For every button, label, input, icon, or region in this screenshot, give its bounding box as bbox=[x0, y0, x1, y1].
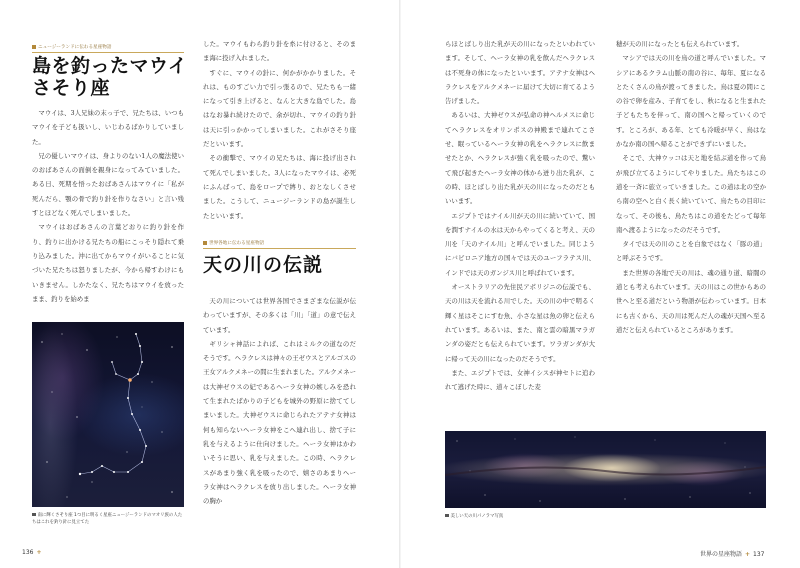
left-column-1 bbox=[32, 106, 184, 306]
paragraph: 兄の優しいマウイは、身よりのない1人の魔法使いのおばあさんの面倒を親身になってみていました。ある日、死期を悟ったおばあさんはマウイに「私が死んだら、顎の骨で釣り針を作りなさい」と言い残すとほどなく死んでしまいました。 bbox=[32, 151, 184, 218]
section-tag-milkyway: 世界各地に伝わる星座物語 bbox=[203, 240, 264, 246]
right-column-1 bbox=[445, 37, 595, 394]
paragraph: マウイは、3人兄妹の末っ子で、兄たちは、いつもマウイを子ども扱いし、いじわるばかりしていました。 bbox=[32, 109, 184, 146]
title-milkyway: 天の川の伝説 bbox=[203, 254, 324, 276]
section-tag-maui: ニュージーランドに伝わる星座物語 bbox=[32, 44, 111, 50]
paragraph: すぐに、マウイの針に、何かがかかりました。それは、ものすごい力で引っ張るので、兄たちも一緒になって引き上げると、なんと大きな島でした。島はなお暴れ続けたので、余が切れ、マウイの釣り針は天に引っかかってしまいました。これがさそり座だといいます。 bbox=[203, 68, 356, 149]
right-column-2 bbox=[616, 37, 766, 337]
paragraph: エジプトではナイル川が天の川に続いていて、国を潤すナイルの水は天からやってくると考え、天の川を「天のナイル川」と呼んでいました。同じようにバビロニア地方の国々では天のユーフラテス川、インドでは天のガンジス川と呼ばれています。 bbox=[445, 211, 595, 277]
caption-scorpius: 南に輝くさそり座 1つ目に明るく星座ニュージーランドのマオリ族の人たちはこれを釣り針に見立てた bbox=[32, 513, 183, 525]
scorpius-constellation-drawing bbox=[32, 322, 184, 507]
section-rule-milkyway bbox=[203, 248, 356, 249]
paragraph: オーストラリアの先住民アボリジニの伝説でも、天の川は天を流れる川でした。天の川の中で明るく輝く星はそこにすむ魚、小さな星は魚の卵と伝えられています。あるいは、また、南と雲の暗黒マラガンダの姿だとも伝えられています。ワラガンダが大に帰って天の川になったのだそうです。 bbox=[445, 283, 595, 363]
milkyway-stars-drawing bbox=[445, 431, 766, 508]
paragraph: その衝撃で、マウイの兄たちは、海に投げ出されて死んでしまいました。3人になったマウイは、必死にふんばって、島をロープで縛り、おとなしくさせました。こうして、ニュージーランドの島が誕生したといいます。 bbox=[203, 154, 356, 220]
caption-milkyway: 美しい天の川パノラマ写真 bbox=[445, 513, 766, 520]
title-maui-line1: 島を釣ったマウイ bbox=[32, 55, 188, 77]
paragraph: マウイはおばあさんの言葉どおりに釣り針を作り、釣りに出かける兄たちの船にこっそり隠れて乗り込みました。沖に出てからマウイがいることに気づいた兄たちは怒りましたが、今から帰すわけにもいきません。しかたなく、兄たちはマウイを放ったまま、釣りを始めま bbox=[32, 223, 184, 303]
footer-left bbox=[22, 549, 44, 556]
paragraph: ギリシャ神話によれば、これはミルクの道なのだそうです。ヘラクレスは神々の王ゼウスとアルゴスの王女アルクメネーの間に生まれました。アルクメネーは大神ゼウスの妃であるヘーラ女神の嫉しみを恐れて生まれたばかりの子どもを城外の野原に捨ててしまいました。大神ゼウスに命じられたアテナ女神は何も知らないヘーラ女神をこへ連れ出し、捨て子に乳を与えるように仕向けました。ヘーラ女神はかわいそうに思い、乳を与えました。この時、ヘラクレスがあまり強く乳を吸ったので、嬉さのあまりヘーラ女神はヘラクレスを放り出しました。ヘーラ女神の胸か bbox=[203, 339, 356, 506]
paragraph: また、エジプトでは、女神イシスが神セトに追われて逃げた時に、道々こぼした麦 bbox=[445, 368, 595, 392]
paragraph: タイでは天の川のことを白象ではなく「豚の道」と呼ぶそうです。 bbox=[616, 240, 766, 263]
paragraph: マシアでは天の川を鳥の道と呼んでいました。マシアにあるクラム山脈の南の谷に、毎年、夏になるとたくさんの鳥が渡ってきました。鳥は夏の間にこの谷で卵を産み、子育てをし、秋になると生まれた子どもたちを伴って、南の国へと帰っていくのです。ところが、ある年、とても冷暖が早く、鳥はなかなか南の国へ帰ることができずにいました。 bbox=[616, 54, 766, 149]
footer-right bbox=[700, 549, 765, 558]
footer-plus-icon: + bbox=[36, 549, 42, 556]
left-column-2b bbox=[203, 294, 356, 508]
milkyway-panorama-photo bbox=[445, 431, 766, 508]
footer-book-title: 世界の星座物語 bbox=[700, 551, 743, 558]
paragraph: 穂が天の川になったとも伝えられています。 bbox=[616, 40, 744, 48]
page-number-left: 136 bbox=[22, 549, 34, 556]
paragraph: あるいは、大神ゼウスが弘命の神ヘルメスに命じてヘラクレスをオリンポスの神殿まで連れてこさせ、眠っているヘーラ女神の乳をヘラクレスに飲ませたとか、ヘラクレスが強く乳を吸ったので、驚いて飛び起きたヘーラ女神の体から迸り出た乳が、この時、ほとばしり出た乳が天の川になったのだともいいます。 bbox=[445, 111, 595, 206]
paragraph: らほとばしり出た乳が天の川になったといわれています。そして、ヘーラ女神の乳を飲んだヘラクレスは不死身の体になったといいます。アテナ女神はヘラクレスをアルクメネーに届けて大切に育てるよう告げました。 bbox=[445, 40, 595, 106]
left-column-2 bbox=[203, 37, 356, 223]
footer-plus-icon: + bbox=[745, 551, 751, 558]
paragraph: また世界の各地で天の川は、魂の通り道、暗闇の道とも考えられています。天の川はこの世からあの世へと至る道だという物語が伝わっています。日本にも古くから、天の川は死んだ人の魂が天国へ至る道だと伝えられているところがあります。 bbox=[616, 268, 766, 334]
scorpius-photo bbox=[32, 322, 184, 507]
paragraph: 天の川については世界各国でさまざまな伝説が伝わっていますが、その多くは「川」「道」の意で伝えています。 bbox=[203, 297, 356, 334]
page-number-right: 137 bbox=[753, 551, 765, 558]
page-gutter bbox=[399, 0, 401, 568]
title-maui-line2: さそり座 bbox=[32, 76, 111, 99]
paragraph: そこで、大神ウッコは天と地を結ぶ道を作って鳥が飛び立てるようにしてやりました。鳥たちはこの道を一斉に旅立っていきました。この道は北の空から南の空へと白く長く続いていて、鳥たちの目印になって、その後も、鳥たちはこの道をたどって毎年南へ渡るようになったのだそうです。 bbox=[616, 154, 766, 234]
section-rule-maui bbox=[32, 52, 184, 53]
paragraph: した。マウイもわら釣り針を糸に付けると、そのまま海に投げ入れました。 bbox=[203, 40, 356, 63]
title-maui bbox=[32, 56, 187, 100]
